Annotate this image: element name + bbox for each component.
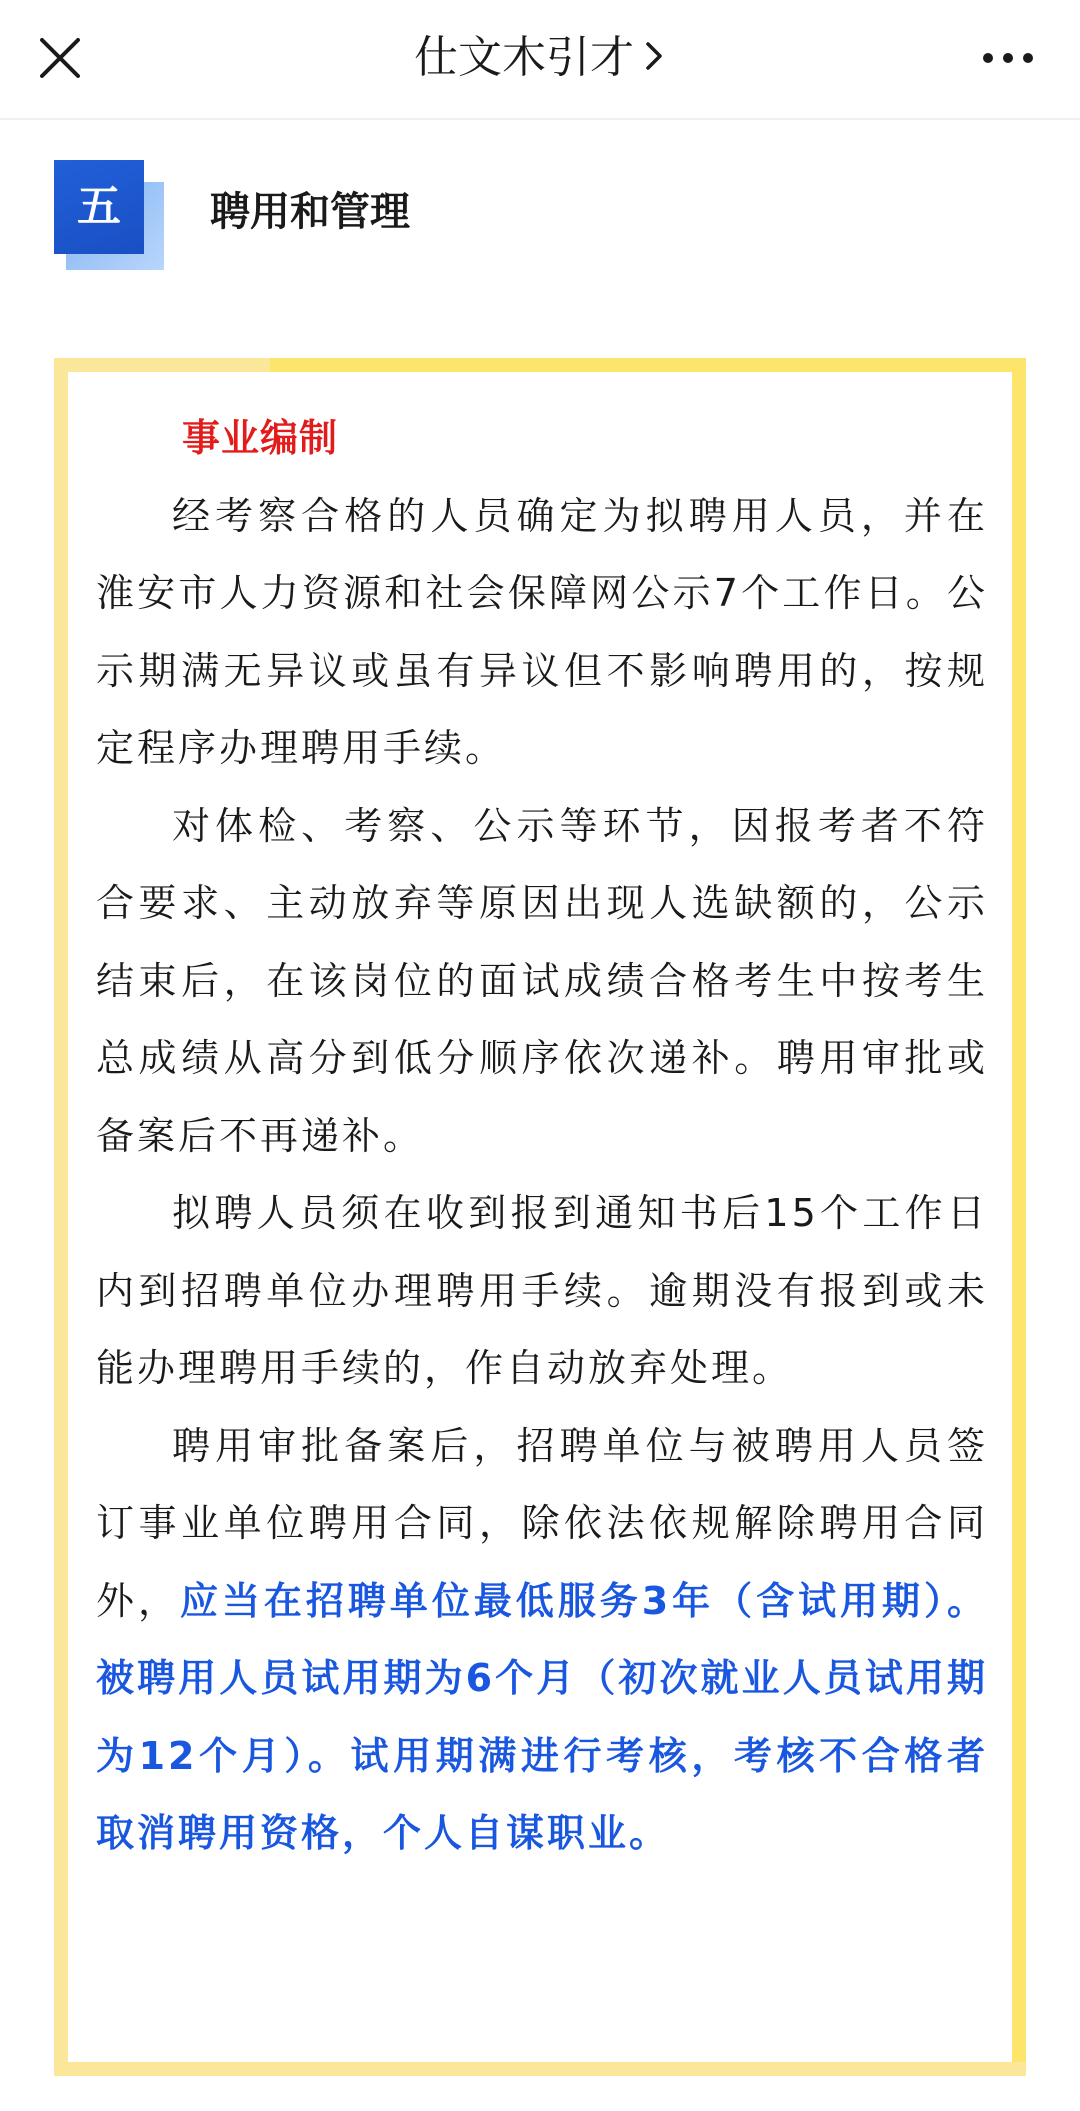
card-border: [54, 2062, 1026, 2076]
article-heading: 事业编制: [182, 416, 339, 460]
card-border: [54, 358, 68, 2076]
chevron-right-icon: [642, 30, 666, 90]
top-nav-bar: [0, 0, 1080, 120]
paragraph-4-plain: 聘用审批备案后，招聘单位与被聘用人员签订事业单位聘用合同，除依法依规解除聘用合同外，: [96, 1423, 988, 1623]
card-border: [54, 358, 270, 372]
paragraph-1: 经考察合格的人员确定为拟聘用人员，并在淮安市人力资源和社会保障网公示7个工作日。公示期满无异议或虽有异议但不影响聘用的，按规定程序办理聘用手续。: [96, 493, 988, 770]
paragraph-2: 对体检、考察、公示等环节，因报考者不符合要求、主动放弃等原因出现人选缺额的，公示结束后，在该岗位的面试成绩合格考生中按考生总成绩从高分到低分顺序依次递补。聘用审批或备案后不再递补。: [96, 803, 988, 1158]
more-horizontal-icon[interactable]: [960, 22, 1056, 94]
card-border: [1012, 358, 1026, 2076]
card-border: [270, 358, 1026, 372]
nav-title-link[interactable]: [0, 28, 1080, 90]
section-number-badge: 五: [54, 160, 144, 254]
paragraph-4-highlight: 应当在招聘单位最低服务3年（含试用期）。被聘用人员试用期为6个月（初次就业人员试用期为12个月）。试用期满进行考核，考核不合格者取消聘用资格，个人自谋职业。: [96, 1578, 988, 1855]
article-body: [96, 400, 988, 1873]
section-title: 聘用和管理: [210, 189, 410, 235]
paragraph-4: [96, 1408, 988, 1873]
paragraph-3: 拟聘人员须在收到报到通知书后15个工作日内到招聘单位办理聘用手续。逾期没有报到或未能办理聘用手续的，作自动放弃处理。: [96, 1191, 988, 1390]
nav-title: 仕文木引才: [414, 32, 634, 83]
section-header: [54, 160, 954, 270]
